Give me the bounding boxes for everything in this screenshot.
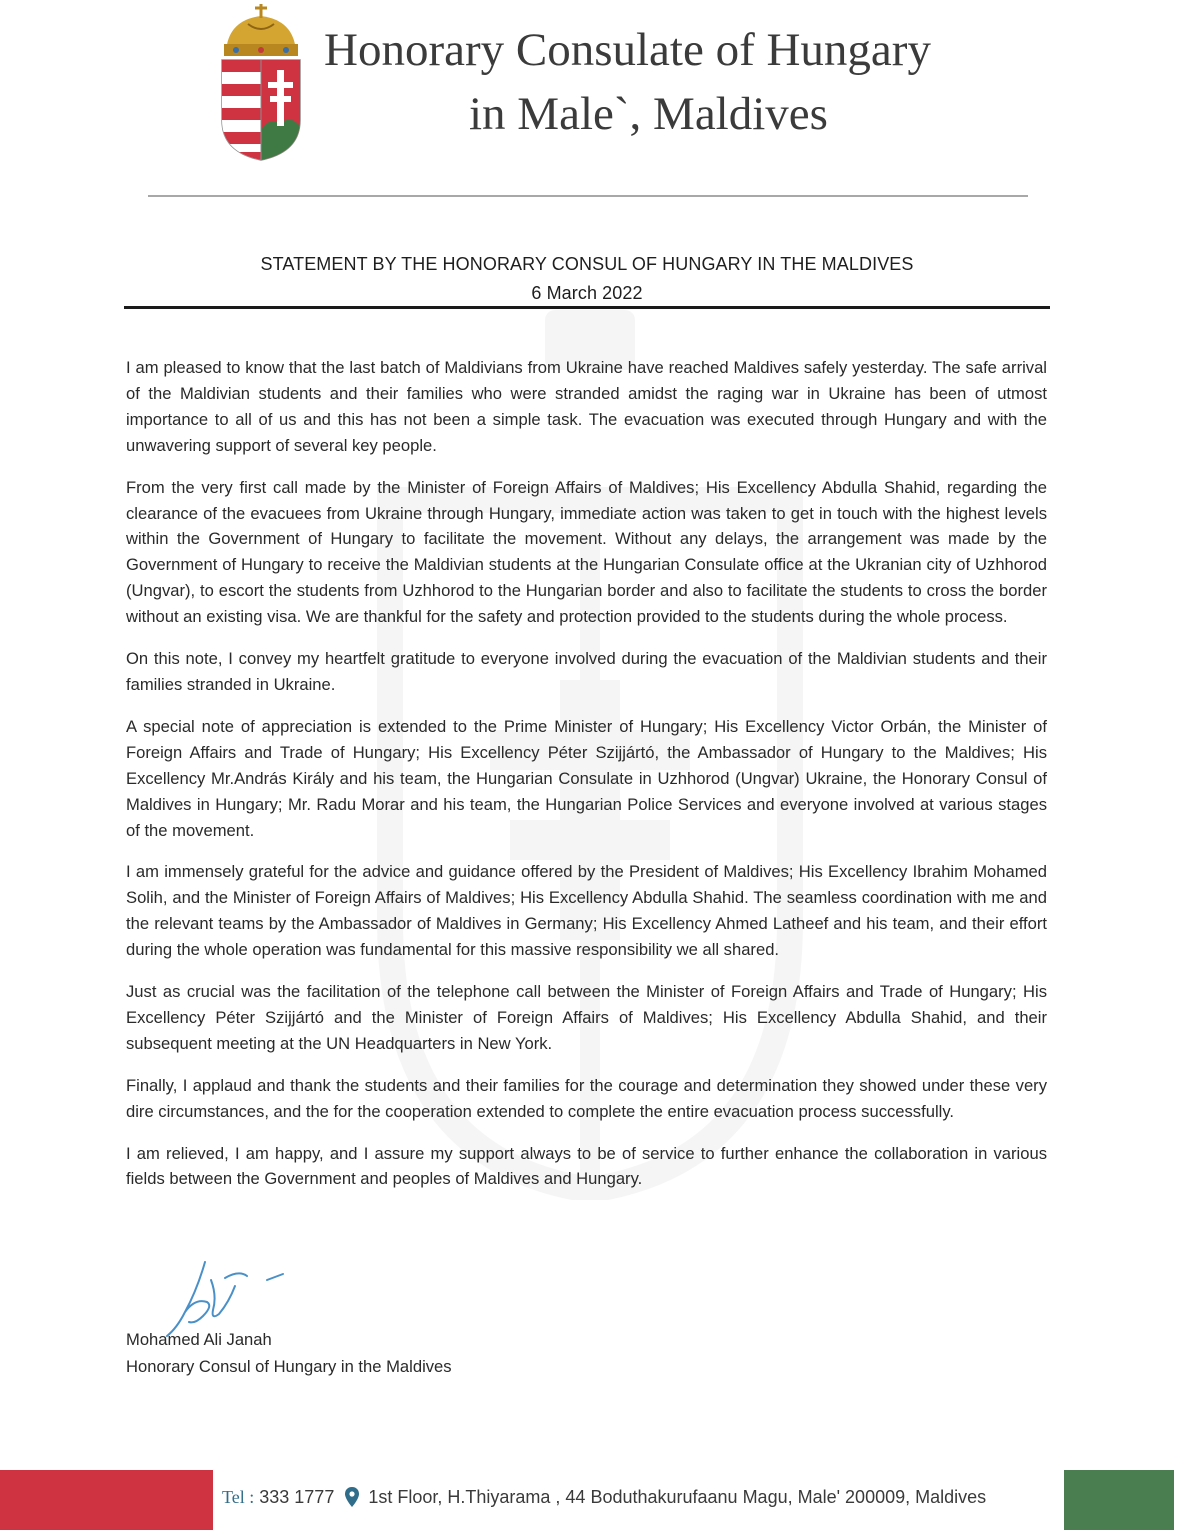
tel-number: 333 1777 [259,1487,335,1507]
footer-red-band [0,1470,213,1530]
statement-divider [124,306,1050,309]
footer-address: 1st Floor, H.Thiyarama , 44 Boduthakurufaanu Magu, Male' 200009, Maldives [368,1487,987,1507]
tel-label: Tel : [222,1487,255,1507]
signatory-role: Honorary Consul of Hungary in the Maldives [126,1357,452,1376]
signature-block [126,1326,726,1380]
paragraph: I am immensely grateful for the advice and guidance offered by the President of Maldives; His Excellency Ibrahim Mohamed Solih, and the Minister of Foreign Affairs of Maldives; His Excellency Abdulla Shahid. The seamless coordination with me and the relevant teams by the Ambassador of Maldives in Germany; His Excellency Ahmed Latheef and his team, and their effort during the whole operation was fundamental for this massive responsibility we all shared. [126,862,1047,960]
paragraph: On this note, I convey my heartfelt gratitude to everyone involved during the evacuation of the Maldivian students and their families stranded in Ukraine. [126,649,1047,694]
paragraph: Just as crucial was the facilitation of the telephone call between the Minister of Foreign Affairs and Trade of Hungary; His Excellency Péter Szijjártó and the Minister of Foreign Affairs of Maldives; His Excellency Abdulla Shahid, and their subsequent meeting at the UN Headquarters in New York. [126,982,1047,1053]
statement-date: 6 March 2022 [531,283,643,303]
signatory-name: Mohamed Ali Janah [126,1330,272,1349]
statement-title: STATEMENT BY THE HONORARY CONSUL OF HUNGARY IN THE MALDIVES [260,254,914,274]
title-line-1: Honorary Consulate of Hungary [324,24,931,76]
statement-body [126,355,1047,1208]
paragraph: Finally, I applaud and thank the students and their families for the courage and determination they showed under these very dire circumstances, and the for the cooperation extended to complete the entire evacuation process successfully. [126,1075,1047,1121]
hungarian-coat-of-arms-icon [218,2,304,162]
paragraph: I am pleased to know that the last batch of Maldivians from Ukraine have reached Maldives safely yesterday. The safe arrival of the Maldivian students and their families who were stranded amidst the raging war in Ukraine has been of utmost importance to all of us and this has not been a simple task. The evacuation was executed through Hungary and with the unwavering support of several key people. [126,358,1047,455]
footer-green-band [1064,1470,1174,1530]
map-pin-icon [345,1487,359,1507]
header-divider [148,195,1028,197]
footer-contact [222,1484,1062,1510]
title-line-2: in Male`, Maldives [469,88,828,140]
paragraph: A special note of appreciation is extended to the Prime Minister of Hungary; His Excellency Victor Orbán, the Minister of Foreign Affairs and Trade of Hungary; His Excellency Péter Szijjártó, the Ambassador of Hungary to the Maldives; His Excellency Mr.András Király and his team, the Hungarian Consulate in Uzhhorod (Ungvar) Ukraine, the Honorary Consul of Maldives in Hungary; Mr. Radu Morar and his team, the Hungarian Police Services and everyone involved at various stages of the movement. [126,716,1047,840]
statement-heading [124,250,1050,308]
paragraph: From the very first call made by the Minister of Foreign Affairs of Maldives; His Excellency Abdulla Shahid, regarding the clearance of the evacuees from Ukraine through Hungary, immediate action was taken to get in touch with the highest levels within the Government of Hungary to facilitate the movement. Without any delays, the arrangement was made by the Government of Hungary to receive the Maldivian students at the Hungarian Consulate office at the Ukranian city of Uzhhorod (Ungvar), to escort the students from Uzhhorod to the Hungarian border and also to facilitate the students to cross the border without an existing visa. We are thankful for the safety and protection provided to the students during the whole process. [126,477,1047,627]
paragraph: I am relieved, I am happy, and I assure my support always to be of service to further enhance the collaboration in various fields between the Government and peoples of Maldives and Hungary. [126,1143,1047,1189]
letterhead-title [322,18,1082,146]
